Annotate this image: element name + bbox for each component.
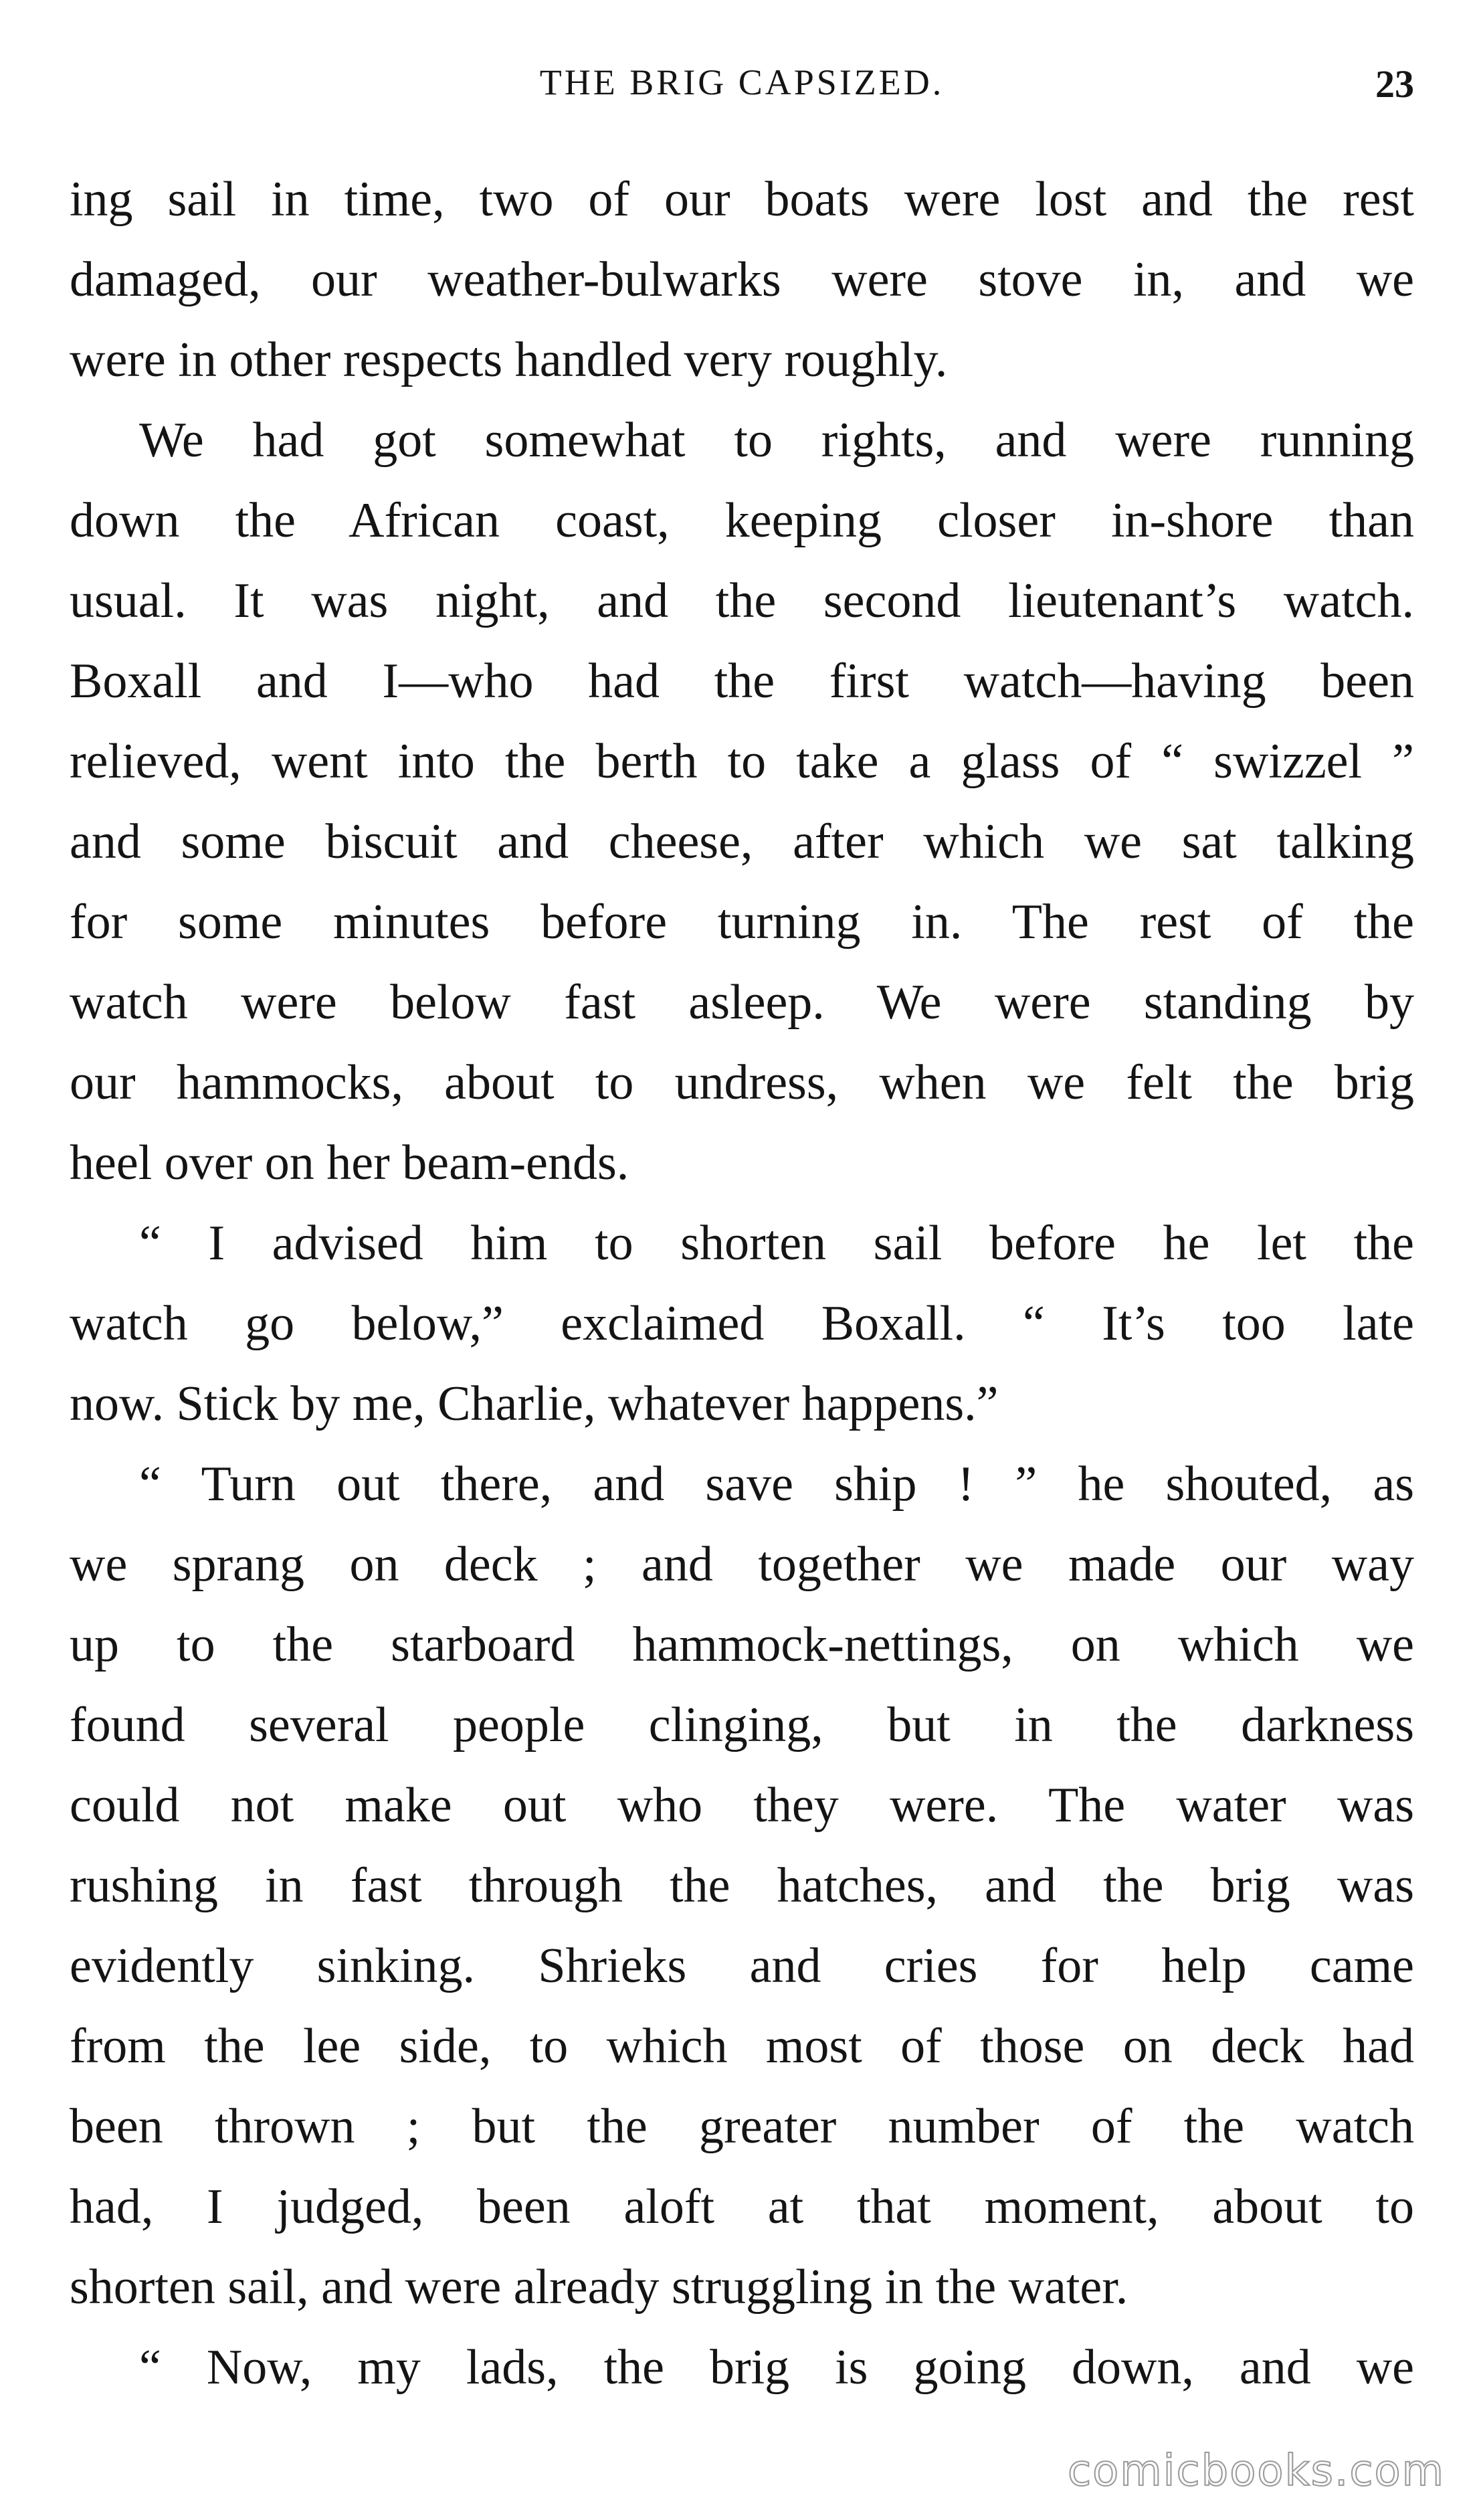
text-line: now. Stick by me, Charlie, whatever happens.” xyxy=(70,1376,999,1431)
paragraph xyxy=(70,2327,1414,2408)
text-line: found several people clinging, but in the darkness xyxy=(70,1698,1414,1752)
running-head xyxy=(70,55,1414,115)
text-line: shorten sail, and were already struggling in the water. xyxy=(70,2260,1128,2315)
text-line: “ I advised him to shorten sail before he let the xyxy=(139,1216,1414,1271)
text-line: Boxall and I—who had the first watch—having been xyxy=(70,654,1414,709)
text-line: “ Turn out there, and save ship ! ” he shouted, as xyxy=(139,1457,1414,1512)
text-line: were in other respects handled very roughly. xyxy=(70,333,948,387)
text-line: down the African coast, keeping closer in-shore than xyxy=(70,493,1414,548)
text-line: our hammocks, about to undress, when we felt the brig xyxy=(70,1055,1414,1110)
text-line: could not make out who they were. The water was xyxy=(70,1778,1414,1833)
text-line: from the lee side, to which most of those on deck had xyxy=(70,2019,1414,2074)
text-line: evidently sinking. Shrieks and cries for help came xyxy=(70,1939,1414,1993)
paragraph xyxy=(70,1203,1414,1444)
text-line: usual. It was night, and the second lieutenant’s watch. xyxy=(70,573,1414,628)
text-line: relieved, went into the berth to take a glass of “ swizzel ” xyxy=(70,734,1414,789)
text-line: rushing in fast through the hatches, and the brig was xyxy=(70,1858,1414,1913)
text-line: for some minutes before turning in. The rest of the xyxy=(70,895,1414,950)
text-line: been thrown ; but the greater number of the watch xyxy=(70,2099,1414,2154)
body-text xyxy=(70,159,1414,2408)
text-line: we sprang on deck ; and together we made our way xyxy=(70,1537,1414,1592)
text-line: watch go below,” exclaimed Boxall. “ It’s too late xyxy=(70,1296,1414,1351)
text-line: “ Now, my lads, the brig is going down, and we xyxy=(139,2340,1414,2395)
running-title: THE BRIG CAPSIZED. xyxy=(539,62,945,102)
paragraph xyxy=(70,400,1414,1203)
text-line: damaged, our weather-bulwarks were stove in, and we xyxy=(70,252,1414,307)
text-line: and some biscuit and cheese, after which we sat talking xyxy=(70,814,1414,869)
paragraph xyxy=(70,159,1414,400)
text-line: had, I judged, been aloft at that moment, about to xyxy=(70,2179,1414,2234)
text-line: We had got somewhat to rights, and were running xyxy=(139,413,1414,468)
paragraph xyxy=(70,1444,1414,2327)
text-line: watch were below fast asleep. We were standing by xyxy=(70,975,1414,1030)
watermark: comicbooks.com xyxy=(1067,2446,1445,2496)
text-line: ing sail in time, two of our boats were lost and the rest xyxy=(70,172,1414,227)
page-number: 23 xyxy=(1375,62,1414,106)
text-line: heel over on her beam-ends. xyxy=(70,1136,629,1190)
text-line: up to the starboard hammock-nettings, on which we xyxy=(70,1617,1414,1672)
